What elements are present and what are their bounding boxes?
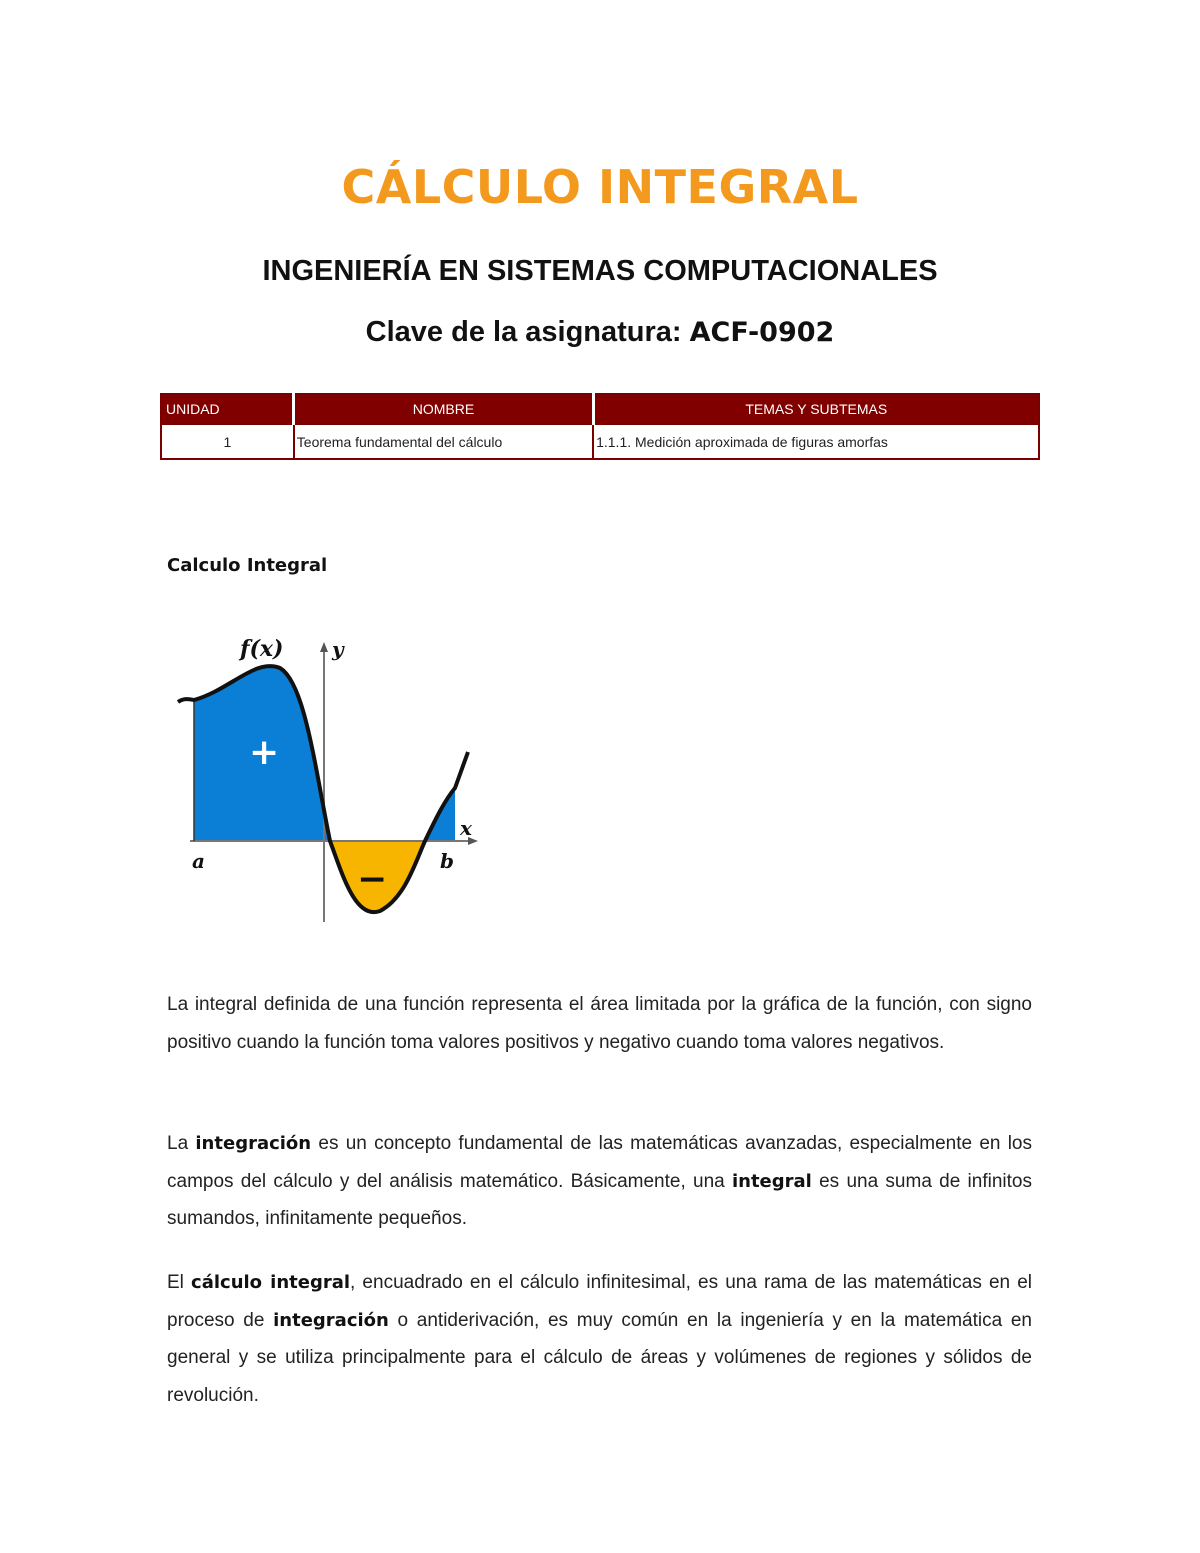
positive-sign: + [249, 732, 280, 773]
cell-unidad: 1 [161, 424, 294, 459]
p2-text-1: La [167, 1133, 196, 1154]
p3-bold-calculo-integral: cálculo integral [191, 1272, 351, 1293]
p2-bold-integracion: integración [195, 1133, 312, 1154]
p2-bold-integral: integral [731, 1170, 812, 1192]
p3-text-3: o antiderivación, es muy común en la ingeniería y en la matemática en general y se utiliza principalmente para el cálculo de áreas y volúmenes de regiones y sólidos de revolución. [167, 1309, 1032, 1406]
table-header-row [161, 394, 1039, 424]
paragraph-definite-integral: La integral definida de una función representa el área limitada por la gráfica de la función, con signo positivo cuando la función toma valores positivos y negativo cuando toma valores negativos. [167, 994, 1032, 1053]
x-axis-label: x [460, 816, 472, 840]
p3-bold-integracion: integración [273, 1309, 389, 1331]
negative-sign: − [357, 859, 388, 900]
b-label: b [440, 849, 454, 873]
y-axis-arrow-icon [320, 642, 328, 652]
header-temas: TEMAS Y SUBTEMAS [593, 394, 1039, 424]
program-subtitle: INGENIERÍA EN SISTEMAS COMPUTACIONALES [262, 255, 938, 287]
table-row [161, 424, 1039, 459]
function-label: f(x) [240, 636, 284, 662]
cell-temas: 1.1.1. Medición aproximada de figuras amorfas [593, 424, 1039, 459]
p3-text-1: El [167, 1272, 192, 1293]
course-key [0, 316, 1200, 349]
p2-text-2: es un concepto fundamental de las matemáticas avanzadas, especialmente en los campos del cálculo y del análisis matemático. Básicamente, una [167, 1133, 1032, 1192]
course-key-label: Clave de la asignatura: [365, 316, 682, 348]
p3-text-2: , encuadrado en el cálculo infinitesimal, es una rama de las matemáticas en el proceso de [167, 1272, 1032, 1331]
a-label: a [192, 849, 205, 873]
header-nombre: NOMBRE [294, 394, 593, 424]
y-axis-label: y [332, 637, 344, 661]
header-unidad: UNIDAD [161, 394, 294, 424]
p2-text-3: es una suma de infinitos sumandos, infinitamente pequeños. [167, 1170, 1032, 1229]
syllabus-table [160, 393, 1040, 460]
section-heading: Calculo Integral [167, 555, 328, 576]
course-key-code: ACF-0902 [689, 317, 835, 348]
cell-nombre: Teorema fundamental del cálculo [294, 424, 593, 459]
page-title: CÁLCULO INTEGRAL [341, 160, 859, 214]
paragraph-integral-calculus [167, 1264, 1032, 1414]
paragraph-integration-concept [167, 1125, 1032, 1238]
integral-area-figure [170, 628, 485, 928]
